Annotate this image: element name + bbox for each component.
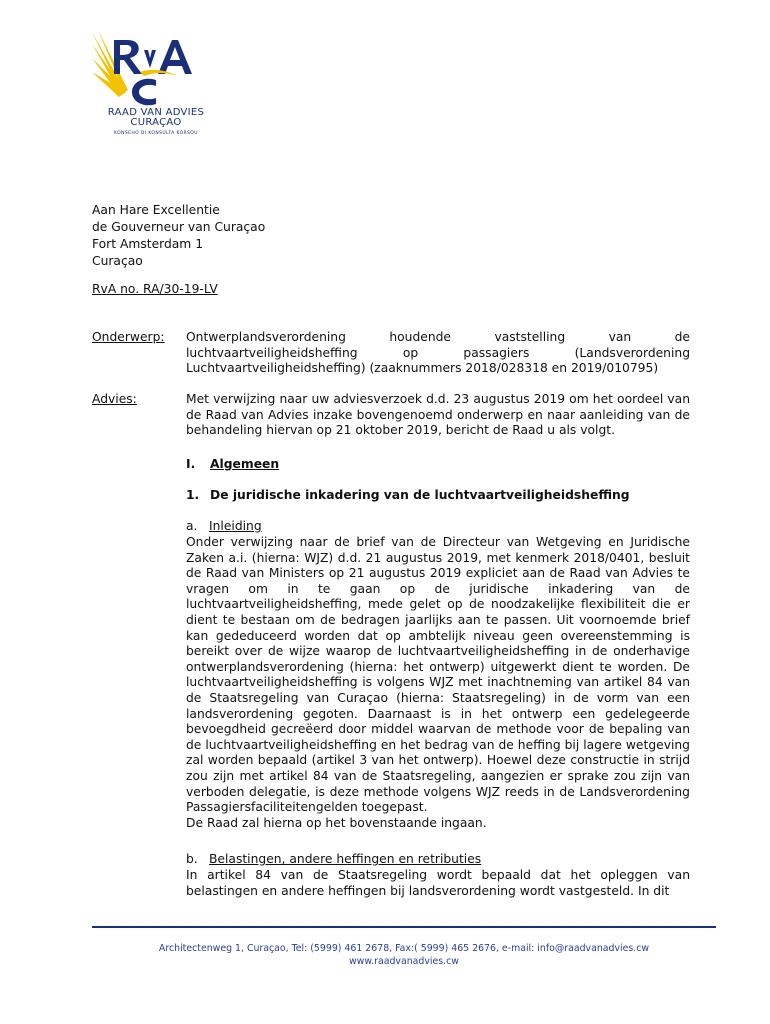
address-line: Fort Amsterdam 1 xyxy=(92,237,204,251)
subsection-letter: b. xyxy=(186,852,198,866)
subsection-heading-belastingen xyxy=(186,852,481,866)
inleiding-closing: De Raad zal hierna op het bovenstaande ingaan. xyxy=(186,815,487,830)
section-heading-algemeen xyxy=(186,457,279,471)
rva-emblem-icon xyxy=(92,30,224,110)
subsection-title: Inleiding xyxy=(209,519,262,533)
address-line: Curaçao xyxy=(92,254,143,268)
address-line: Aan Hare Excellentie xyxy=(92,203,220,217)
section-title: Algemeen xyxy=(210,457,280,471)
subsection-title: Belastingen, andere heffingen en retributies xyxy=(209,852,482,866)
footer-website: www.raadvanadvies.cw xyxy=(349,956,459,967)
onderwerp-text xyxy=(186,330,690,377)
belastingen-paragraph: In artikel 84 van de Staatsregeling wordt bepaald dat het opleggen van belastingen en andere heffingen bij landsverordening wordt vastgesteld. In dit xyxy=(186,868,690,898)
onderwerp-label: Onderwerp: xyxy=(92,330,165,344)
reference-number: RvA no. RA/30-19-LV xyxy=(92,282,218,296)
onderwerp-line: Luchtvaartveiligheidsheffing) (zaaknummers 2018/028318 en 2019/010795) xyxy=(186,361,659,376)
footer xyxy=(92,942,716,968)
address-line: de Gouverneur van Curaçao xyxy=(92,220,266,234)
subsection-letter: a. xyxy=(186,519,198,533)
section-title: De juridische inkadering van de luchtvaartveiligheidsheffing xyxy=(210,488,630,502)
subsection-heading-inleiding xyxy=(186,519,262,533)
onderwerp-line: Ontwerplandsverordening houdende vaststelling van de xyxy=(186,330,690,344)
logo-subline: KONSEHO DI KONSULTA KÒRSOU xyxy=(114,131,198,136)
section-heading-juridische-inkadering xyxy=(186,488,630,502)
advies-text: Met verwijzing naar uw adviesverzoek d.d. 23 augustus 2019 om het oordeel van de Raad van Advies inzake bovengenoemd onderwerp en naar aanleiding van de behandeling hiervan op 21 oktober 2019, bericht de Raad u als volgt. xyxy=(186,392,690,438)
advies-label: Advies: xyxy=(92,392,137,406)
logo-name-line1: RAAD VAN ADVIES xyxy=(107,107,205,118)
inleiding-body: Onder verwijzing naar de brief van de Directeur van Wetgeving en Juridische Zaken a.i. (hierna: WJZ) d.d. 21 augustus 2019, met kenmerk 2018/0401, besluit de Raad van Ministers op 21 augustus 2019 expliciet aan de Raad van Advies te vragen om in te gaan op de juridische inkadering van de luchtvaartveiligheidsheffing, mede gelet op de noodzakelijke flexibiliteit die er dient te bestaan om de bedragen jaarlijks aan te passen. Uit voornoemde brief kan gededuceerd worden dat op ambtelijk niveau geen overeenstemming is bereikt over de wijze waarop de luchtvaartveiligheidsheffing in de onderhavige ontwerplandsverordening (hierna: het ontwerp) uitgewerkt dient te worden. De luchtvaartveiligheidsheffing is volgens WJZ met inachtneming van artikel 84 van de Staatsregeling van Curaçao (hierna: Staatsregeling) in de vorm van een landsverordening gegoten. Daarnaast is in het ontwerp een gedelegeerde bevoegdheid gecreëerd door middel waarvan de methode voor de bepaling van de luchtvaartveiligheidsheffing en het bedrag van de heffing bij lagere wetgeving zal worden bepaald (artikel 3 van het ontwerp). Hoewel deze constructie in strijd zou zijn met artikel 84 van de Staatsregeling, aangezien er sprake zou zijn van verboden delegatie, is deze methode volgens WJZ reeds in de Landsverordening Passagiersfaciliteitengelden toegepast. xyxy=(186,535,690,815)
footer-address: Architectenweg 1, Curaçao, Tel: (5999) 461 2678, Fax:( 5999) 465 2676, e-mail: info@raadvanadvies.cw xyxy=(158,943,650,954)
section-number: I. xyxy=(186,457,196,471)
footer-divider xyxy=(92,926,716,928)
raad-van-advies-logo xyxy=(92,30,224,138)
onderwerp-line: luchtvaartveiligheidsheffing op passagiers (Landsverordening xyxy=(186,345,690,360)
inleiding-paragraph xyxy=(186,535,690,831)
logo-name xyxy=(96,108,216,128)
section-number: 1. xyxy=(186,488,200,502)
logo-name-line2: CURAÇAO xyxy=(130,117,182,128)
addressee-block xyxy=(92,202,265,270)
